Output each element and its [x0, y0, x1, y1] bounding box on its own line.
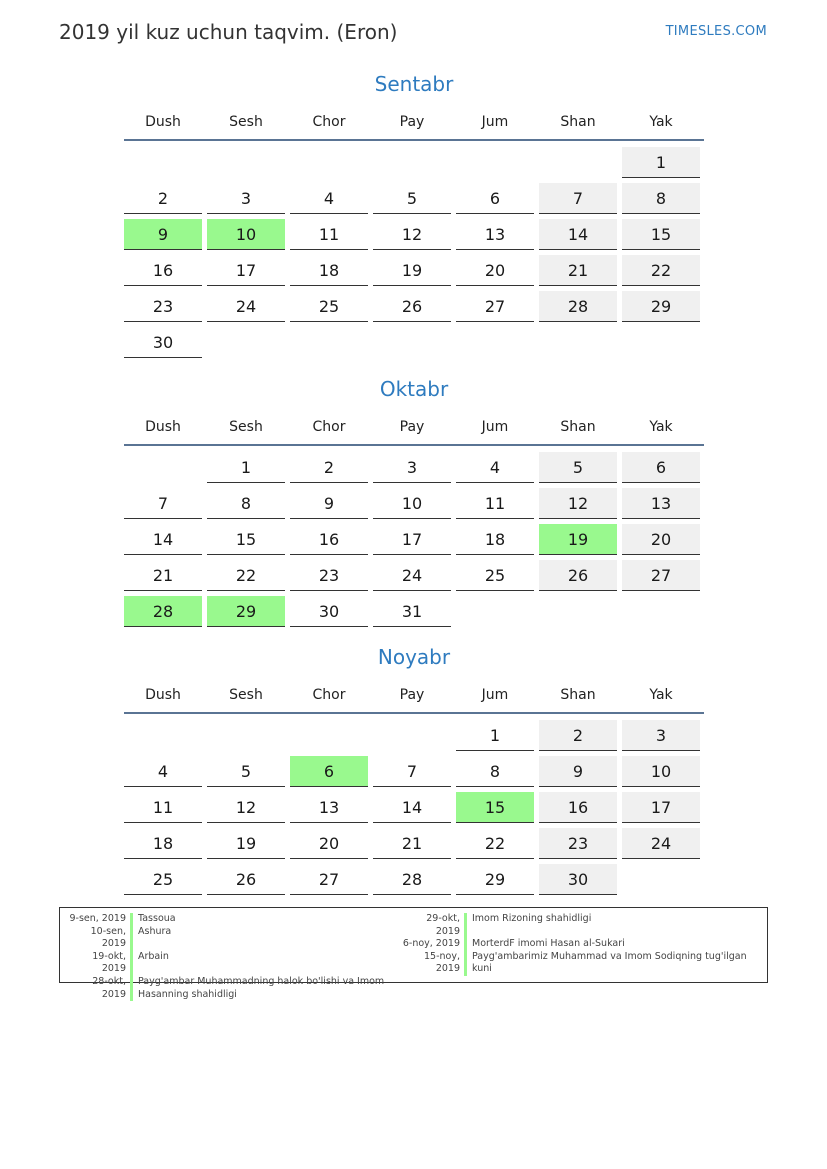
- legend-date: 29-okt, 2019: [426, 913, 460, 937]
- empty-cell: [207, 720, 285, 751]
- day-cell[interactable]: 19: [207, 828, 285, 859]
- legend-item: [66, 913, 396, 926]
- day-cell[interactable]: 4: [124, 756, 202, 787]
- page-title: 2019 yil kuz uchun taqvim. (Eron): [59, 20, 398, 44]
- holiday-day-cell[interactable]: 28: [124, 596, 202, 627]
- day-cell[interactable]: 23: [124, 291, 202, 322]
- day-cell[interactable]: 3: [207, 183, 285, 214]
- day-cell[interactable]: 1: [622, 147, 700, 178]
- weekday-label: Dush: [145, 687, 181, 703]
- weekday-label: Sesh: [229, 419, 263, 435]
- weekday-label: Shan: [560, 687, 596, 703]
- holiday-day-cell[interactable]: 9: [124, 219, 202, 250]
- day-cell[interactable]: 26: [207, 864, 285, 895]
- legend-color-bar: [130, 913, 133, 926]
- week-row: [124, 323, 704, 359]
- legend-date: 28-okt, 2019: [92, 975, 126, 1000]
- day-cell[interactable]: 4: [290, 183, 368, 214]
- day-cell[interactable]: 26: [373, 291, 451, 322]
- day-cell[interactable]: 13: [456, 219, 534, 250]
- holiday-day-cell[interactable]: 6: [290, 756, 368, 787]
- week-row: [124, 716, 704, 752]
- weekday-label: Jum: [481, 419, 509, 435]
- day-cell[interactable]: 21: [373, 828, 451, 859]
- day-cell[interactable]: 7: [539, 183, 617, 214]
- day-cell[interactable]: 14: [539, 219, 617, 250]
- day-cell[interactable]: 7: [373, 756, 451, 787]
- empty-cell: [290, 327, 368, 358]
- empty-cell: [207, 147, 285, 178]
- day-cell[interactable]: 19: [373, 255, 451, 286]
- day-cell[interactable]: 27: [622, 560, 700, 591]
- week-row: [124, 860, 704, 896]
- day-cell[interactable]: 11: [456, 488, 534, 519]
- day-cell[interactable]: 6: [622, 452, 700, 483]
- day-cell[interactable]: 8: [456, 756, 534, 787]
- day-cell[interactable]: 11: [124, 792, 202, 823]
- weekday-label: Yak: [649, 687, 673, 703]
- legend-holiday-name: Payg'ambarimiz Muhammad va Imom Sodiqning tug'ilgan kuni: [472, 950, 747, 975]
- month-title: Oktabr: [379, 377, 449, 401]
- week-row: [124, 592, 704, 628]
- empty-cell: [539, 147, 617, 178]
- day-cell[interactable]: 28: [539, 291, 617, 322]
- week-row: [124, 520, 704, 556]
- empty-cell: [207, 327, 285, 358]
- day-cell[interactable]: 22: [207, 560, 285, 591]
- legend-color-bar: [130, 951, 133, 976]
- empty-cell: [456, 147, 534, 178]
- legend-right-column: [400, 913, 760, 976]
- day-cell[interactable]: 22: [622, 255, 700, 286]
- legend-holiday-name: Tassoua: [138, 913, 176, 924]
- day-cell[interactable]: 21: [539, 255, 617, 286]
- day-cell[interactable]: 1: [207, 452, 285, 483]
- day-cell[interactable]: 17: [207, 255, 285, 286]
- day-cell[interactable]: 18: [290, 255, 368, 286]
- day-cell[interactable]: 5: [373, 183, 451, 214]
- legend-date: 6-noy, 2019: [402, 938, 460, 950]
- legend-item: [400, 938, 760, 951]
- day-cell[interactable]: 30: [290, 596, 368, 627]
- legend-color-bar: [130, 976, 133, 1001]
- week-row: [124, 251, 704, 287]
- day-cell[interactable]: 8: [622, 183, 700, 214]
- day-cell[interactable]: 2: [539, 720, 617, 751]
- empty-cell: [456, 327, 534, 358]
- day-cell[interactable]: 18: [124, 828, 202, 859]
- day-cell[interactable]: 22: [456, 828, 534, 859]
- holiday-day-cell[interactable]: 29: [207, 596, 285, 627]
- day-cell[interactable]: 28: [373, 864, 451, 895]
- day-cell[interactable]: 14: [124, 524, 202, 555]
- day-cell[interactable]: 3: [622, 720, 700, 751]
- legend-date: 9-sen, 2019: [69, 913, 126, 924]
- legend-holiday-name: MorterdF imomi Hasan al-Sukari: [472, 938, 625, 950]
- day-cell[interactable]: 24: [207, 291, 285, 322]
- legend-date: 19-okt, 2019: [92, 950, 126, 975]
- legend-item: [66, 976, 396, 1001]
- day-cell[interactable]: 17: [373, 524, 451, 555]
- legend-item: [400, 913, 760, 938]
- week-row: [124, 215, 704, 251]
- holiday-day-cell[interactable]: 10: [207, 219, 285, 250]
- day-cell[interactable]: 14: [373, 792, 451, 823]
- month-title: Sentabr: [374, 72, 454, 96]
- legend-date: 10-sen, 2019: [90, 925, 126, 950]
- legend-item: [400, 951, 760, 976]
- weekday-label: Sesh: [229, 114, 263, 130]
- day-cell[interactable]: 23: [539, 828, 617, 859]
- weekday-label: Chor: [312, 687, 346, 703]
- weekday-header: [124, 403, 704, 446]
- day-cell[interactable]: 9: [539, 756, 617, 787]
- legend-date: 15-noy, 2019: [424, 950, 460, 975]
- day-cell[interactable]: 12: [373, 219, 451, 250]
- day-cell[interactable]: 1: [456, 720, 534, 751]
- empty-cell: [373, 720, 451, 751]
- holiday-legend: [59, 907, 768, 1000]
- week-row: [124, 556, 704, 592]
- weekday-label: Dush: [145, 114, 181, 130]
- holiday-day-cell[interactable]: 15: [456, 792, 534, 823]
- legend-holiday-name: Arbain: [138, 950, 169, 962]
- week-row: [124, 287, 704, 323]
- day-cell[interactable]: 16: [539, 792, 617, 823]
- month-october: [124, 375, 704, 628]
- day-cell[interactable]: 10: [622, 756, 700, 787]
- legend-color-bar: [464, 913, 467, 938]
- day-cell[interactable]: 7: [124, 488, 202, 519]
- day-cell[interactable]: 13: [290, 792, 368, 823]
- day-cell[interactable]: 20: [456, 255, 534, 286]
- legend-holiday-name: Payg'ambar Muhammadning halok bo'lishi va Imom Hasanning shahidligi: [138, 975, 385, 1000]
- day-cell[interactable]: 5: [207, 756, 285, 787]
- empty-cell: [456, 596, 534, 627]
- day-cell[interactable]: 12: [207, 792, 285, 823]
- legend-color-bar: [130, 926, 133, 951]
- legend-item: [66, 926, 396, 951]
- day-cell[interactable]: 29: [622, 291, 700, 322]
- day-cell[interactable]: 12: [539, 488, 617, 519]
- weekday-header: [124, 671, 704, 714]
- day-cell[interactable]: 30: [124, 327, 202, 358]
- weekday-label: Chor: [312, 419, 346, 435]
- day-cell[interactable]: 15: [207, 524, 285, 555]
- weekday-label: Pay: [399, 114, 425, 130]
- month-november: [124, 643, 704, 896]
- month-title: Noyabr: [377, 645, 451, 669]
- brand-link[interactable]: TIMESLES.COM: [665, 24, 767, 39]
- weekday-label: Sesh: [229, 687, 263, 703]
- day-cell[interactable]: 11: [290, 219, 368, 250]
- day-cell[interactable]: 25: [124, 864, 202, 895]
- weekday-label: Yak: [649, 419, 673, 435]
- day-cell[interactable]: 21: [124, 560, 202, 591]
- weekday-label: Chor: [312, 114, 346, 130]
- day-cell[interactable]: 24: [373, 560, 451, 591]
- day-cell[interactable]: 16: [124, 255, 202, 286]
- empty-cell: [124, 452, 202, 483]
- empty-cell: [124, 147, 202, 178]
- day-cell[interactable]: 29: [456, 864, 534, 895]
- day-cell[interactable]: 6: [456, 183, 534, 214]
- weekday-label: Shan: [560, 114, 596, 130]
- day-cell[interactable]: 2: [290, 452, 368, 483]
- legend-item: [66, 951, 396, 976]
- weekday-header: [124, 98, 704, 141]
- day-cell[interactable]: 16: [290, 524, 368, 555]
- week-row: [124, 752, 704, 788]
- week-row: [124, 448, 704, 484]
- day-cell[interactable]: 5: [539, 452, 617, 483]
- week-row: [124, 143, 704, 179]
- day-cell[interactable]: 13: [622, 488, 700, 519]
- legend-holiday-name: Imom Rizoning shahidligi: [472, 913, 592, 924]
- day-cell[interactable]: 25: [456, 560, 534, 591]
- week-row: [124, 824, 704, 860]
- weekday-label: Pay: [399, 687, 425, 703]
- day-cell[interactable]: 26: [539, 560, 617, 591]
- weekday-label: Dush: [145, 419, 181, 435]
- month-september: [124, 70, 704, 359]
- weekday-label: Shan: [560, 419, 596, 435]
- day-cell[interactable]: 24: [622, 828, 700, 859]
- day-cell[interactable]: 9: [290, 488, 368, 519]
- empty-cell: [622, 327, 700, 358]
- day-cell[interactable]: 18: [456, 524, 534, 555]
- weekday-label: Jum: [481, 687, 509, 703]
- legend-left-column: [66, 913, 396, 1001]
- day-cell[interactable]: 8: [207, 488, 285, 519]
- day-cell[interactable]: 23: [290, 560, 368, 591]
- day-cell[interactable]: 3: [373, 452, 451, 483]
- legend-color-bar: [464, 938, 467, 951]
- empty-cell: [373, 327, 451, 358]
- day-cell[interactable]: 27: [456, 291, 534, 322]
- day-cell[interactable]: 20: [290, 828, 368, 859]
- empty-cell: [539, 327, 617, 358]
- legend-holiday-name: Ashura: [138, 925, 172, 937]
- day-cell[interactable]: 17: [622, 792, 700, 823]
- day-cell[interactable]: 25: [290, 291, 368, 322]
- day-cell[interactable]: 10: [373, 488, 451, 519]
- week-row: [124, 788, 704, 824]
- day-cell[interactable]: 4: [456, 452, 534, 483]
- holiday-day-cell[interactable]: 19: [539, 524, 617, 555]
- day-cell[interactable]: 20: [622, 524, 700, 555]
- legend-color-bar: [464, 951, 467, 976]
- week-row: [124, 179, 704, 215]
- day-cell[interactable]: 31: [373, 596, 451, 627]
- day-cell[interactable]: 2: [124, 183, 202, 214]
- weekday-label: Pay: [399, 419, 425, 435]
- weekday-label: Jum: [481, 114, 509, 130]
- empty-cell: [622, 596, 700, 627]
- empty-cell: [290, 720, 368, 751]
- weekday-label: Yak: [649, 114, 673, 130]
- day-cell[interactable]: 30: [539, 864, 617, 895]
- empty-cell: [373, 147, 451, 178]
- empty-cell: [124, 720, 202, 751]
- empty-cell: [622, 864, 700, 895]
- empty-cell: [290, 147, 368, 178]
- day-cell[interactable]: 15: [622, 219, 700, 250]
- day-cell[interactable]: 27: [290, 864, 368, 895]
- week-row: [124, 484, 704, 520]
- empty-cell: [539, 596, 617, 627]
